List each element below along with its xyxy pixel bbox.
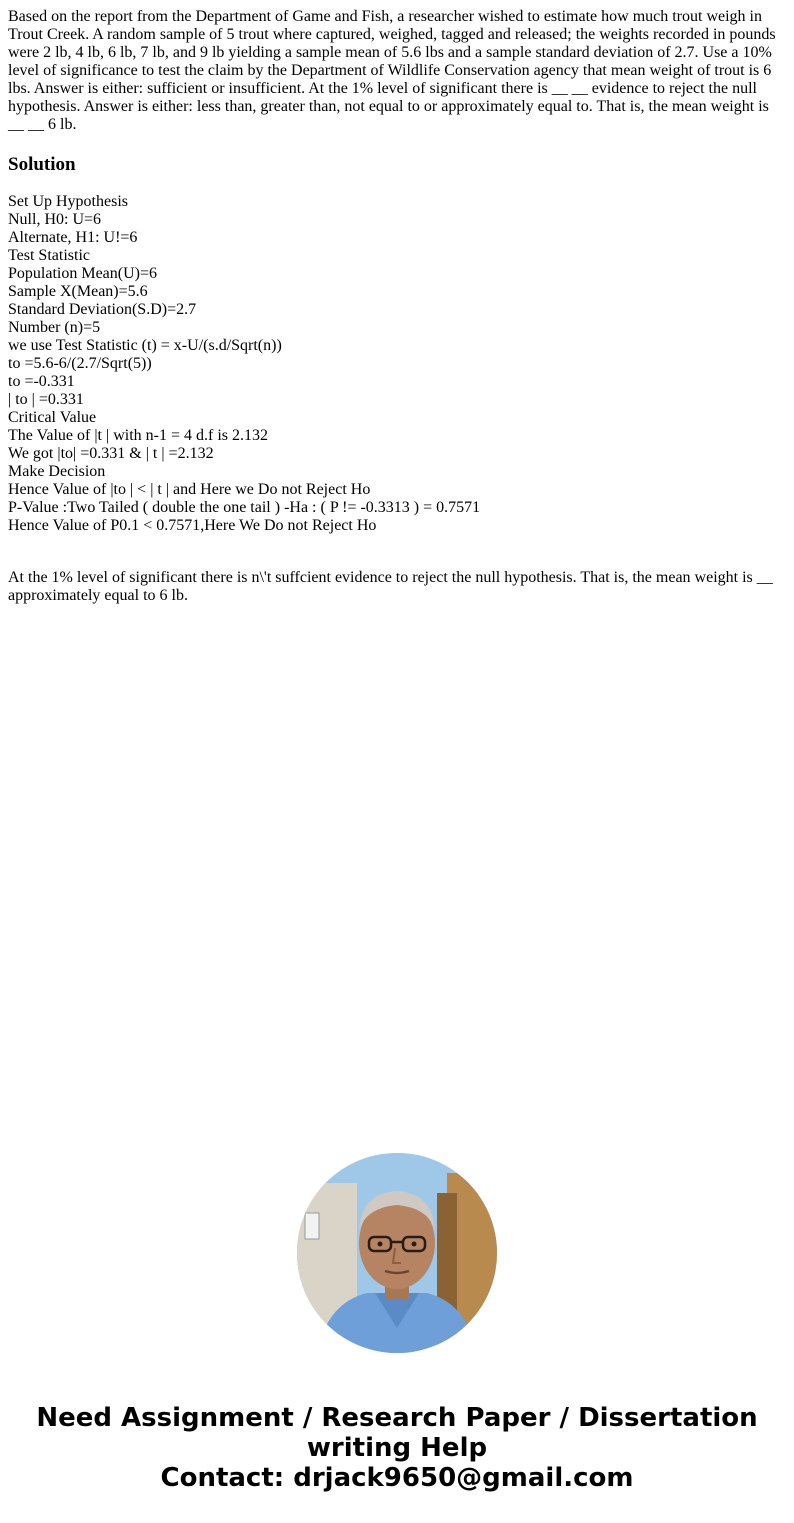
step-line: Standard Deviation(S.D)=2.7: [8, 301, 197, 318]
conclusion-text: At the 1% level of significant there is n\'t suffcient evidence to reject the null hypothesis. That is, the mean weight is __ approximately equal to 6 lb.: [8, 569, 773, 604]
step-line: Hence Value of |to | < | t | and Here we Do not Reject Ho: [8, 481, 371, 498]
step-line: P-Value :Two Tailed ( double the one tail ) -Ha : ( P != -0.3313 ) = 0.7571: [8, 499, 481, 516]
step-line: Test Statistic: [8, 247, 90, 264]
promo-banner: [0, 1403, 794, 1493]
solution-heading: Solution: [8, 154, 76, 175]
question-text: Based on the report from the Department of Game and Fish, a researcher wished to estimate how much trout weigh in Trout Creek. A random sample of 5 trout where captured, weighed, tagged and released; the weights recorded in pounds were 2 lb, 4 lb, 6 lb, 7 lb, and 9 lb yielding a sample mean of 5.6 lbs and a sample standard deviation of 2.7. Use a 10% level of significance to test the claim by the Department of Wildlife Conservation agency that mean weight of trout is 6 lbs. Answer is either: sufficient or insufficient. At the 1% level of significant there is __ __ evidence to reject the null hypothesis. Answer is either: less than, greater than, not equal to or approximately equal to. That is, the mean weight is __ __ 6 lb.: [8, 8, 776, 133]
step-line: Hence Value of P0.1 < 0.7571,Here We Do not Reject Ho: [8, 517, 377, 534]
promo-line: writing Help: [306, 1433, 488, 1463]
author-avatar: [297, 1153, 497, 1353]
step-line: Alternate, H1: U!=6: [8, 229, 138, 246]
promo-line: Need Assignment / Research Paper / Dissertation: [36, 1403, 758, 1433]
main-content: [8, 8, 786, 621]
step-line: Number (n)=5: [8, 319, 101, 336]
step-line: to =-0.331: [8, 373, 75, 390]
step-line: Critical Value: [8, 409, 97, 426]
step-line: we use Test Statistic (t) = x-U/(s.d/Sqrt(n)): [8, 337, 282, 354]
step-line: We got |to| =0.331 & | t | =2.132: [8, 445, 214, 462]
step-line: Make Decision: [8, 463, 106, 480]
step-line: Set Up Hypothesis: [8, 193, 128, 210]
step-line: Null, H0: U=6: [8, 211, 102, 228]
step-line: | to | =0.331: [8, 391, 84, 408]
author-portrait-icon: [297, 1153, 497, 1353]
step-line: Population Mean(U)=6: [8, 265, 157, 282]
solution-steps: [8, 193, 786, 535]
step-line: The Value of |t | with n-1 = 4 d.f is 2.132: [8, 427, 268, 444]
step-line: Sample X(Mean)=5.6: [8, 283, 148, 300]
step-line: to =5.6-6/(2.7/Sqrt(5)): [8, 355, 152, 372]
promo-contact: Contact: drjack9650@gmail.com: [160, 1463, 634, 1493]
